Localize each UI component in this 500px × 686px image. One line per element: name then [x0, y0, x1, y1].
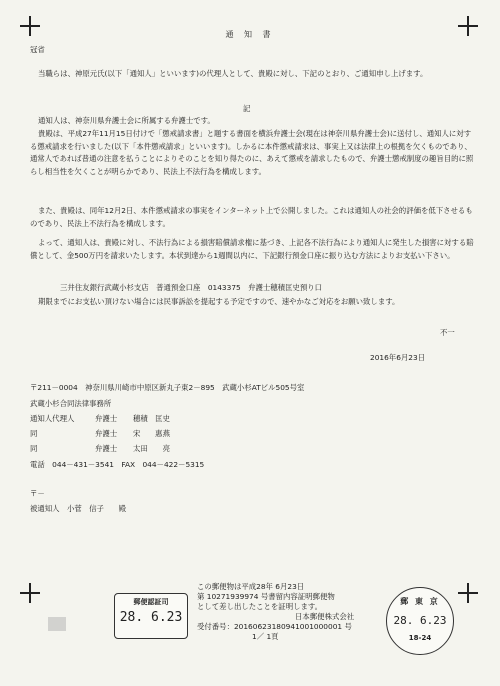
- agent-role-2: 同: [30, 429, 38, 438]
- document-date: 2016年6月23日: [370, 353, 426, 362]
- sender-contact: 電話 044－431－3541 FAX 044－422－5315: [30, 460, 205, 469]
- document-title: 通 知 書: [225, 30, 275, 39]
- paragraph-2: 貴殿は、平成27年11月15日付けで「懲戒請求書」と題する書面を横浜弁護士会(現在は神奈川県弁護士会)に送付し、通知人に対する懲戒請求を行いました(以下「本件懲戒請求」といいます)。しかるに本件懲戒請求は、事実上又は法律上の根拠を欠くものであり、通常人であれば普通の注意を払うことによりそのことを知り得たのに、あえて懲戒を請求したもので、弁護士懲戒制度の趣旨目的に照らし相当性を欠くことが明らかであり、民法上不法行為を構成します。: [30, 129, 474, 176]
- postmark-stamp: [386, 587, 454, 655]
- postal-cert-line-4: 日本郵便株式会社: [295, 612, 355, 621]
- postal-cert-line-2: 第 10271939974 号書留内容証明郵便物: [197, 592, 335, 601]
- postal-certifier-stamp: [114, 593, 188, 639]
- crop-mark-bottom-left: [20, 583, 40, 603]
- agent-name-3: 太田 亮: [133, 444, 170, 453]
- agent-title-1: 弁護士: [95, 414, 118, 423]
- bank-account: 三井住友銀行武蔵小杉支店 普通預金口座 0143375 弁護士穂積匡史預り口: [60, 283, 323, 292]
- sender-address: 〒211－0004 神奈川県川崎市中原区新丸子東2－895 武蔵小杉ATビル505号室: [30, 383, 305, 392]
- fuitsu: 不一: [440, 328, 455, 337]
- postmark-date: 28. 6.23: [393, 614, 447, 627]
- paragraph-1: 通知人は、神奈川県弁護士会に所属する弁護士です。: [38, 116, 215, 125]
- postal-cert-line-6: 1／ 1頁: [252, 632, 279, 641]
- agent-role-3: 同: [30, 444, 38, 453]
- postal-cert-line-3: として差し出したことを証明します。: [197, 602, 323, 611]
- gray-mark: [48, 617, 66, 631]
- ki-heading: 記: [243, 104, 251, 113]
- closing-paragraph: 期限までにお支払い頂けない場合には民事訴訟を提起する予定ですので、速やかなご対応をお願い致します。: [38, 297, 400, 306]
- law-firm: 武蔵小杉合同法律事務所: [30, 399, 112, 408]
- agent-name-2: 宋 惠燕: [133, 429, 170, 438]
- postal-cert-line-1: この郵便物は平成28年 6月23日: [197, 582, 305, 591]
- agent-role-1: 通知人代理人: [30, 414, 75, 423]
- paragraph-3: また、貴殿は、同年12月2日、本件懲戒請求の事実をインターネット上で公開しました。これは通知人の社会的評価を低下させるものであり、民法上不法行為を構成します。: [30, 206, 473, 228]
- postmark-top: 郵 東 京: [400, 597, 440, 606]
- salutation: 冠省: [30, 45, 45, 54]
- paragraph-4: よって、通知人は、貴殿に対し、不法行為による損害賠償請求権に基づき、上記各不法行為により通知人に発生した損害に対する賠償として、金500万円を請求いたします。本状到達から1週間以内に、下記銀行預金口座に振り込む方法によりお支払い下さい。: [30, 238, 474, 260]
- agent-title-2: 弁護士: [95, 429, 118, 438]
- postal-cert-line-5: 受付番号：20160623180941001000001 号: [197, 622, 352, 631]
- recipient: 被通知人 小菅 信子 殿: [30, 504, 127, 513]
- opening-paragraph: 当職らは、神原元氏(以下「通知人」といいます)の代理人として、貴殿に対し、下記のとおり、ご通知申し上げます。: [38, 69, 428, 78]
- postmark-bottom: 18-24: [408, 634, 432, 642]
- stamp-date: 28. 6.23: [119, 610, 183, 625]
- agent-name-1: 穂積 匡史: [133, 414, 170, 423]
- recipient-postal: 〒－: [30, 489, 45, 498]
- agent-title-3: 弁護士: [95, 444, 118, 453]
- crop-mark-bottom-right: [458, 583, 478, 603]
- stamp-label: 郵便認証司: [133, 598, 169, 606]
